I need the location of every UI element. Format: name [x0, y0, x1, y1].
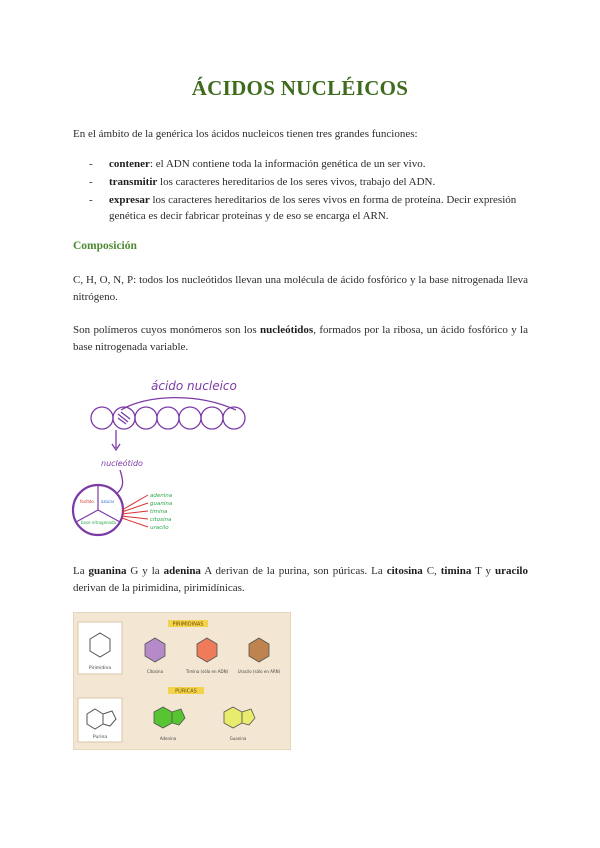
- term-adenina: adenina: [163, 565, 201, 577]
- term-citosina: citosina: [386, 565, 423, 577]
- list-item: [91, 192, 531, 224]
- term-contener: contener: [109, 158, 150, 170]
- list-item: [91, 156, 531, 172]
- text-run: C,: [422, 565, 441, 577]
- text-run: T y: [471, 565, 495, 577]
- list-bullet: -: [89, 194, 93, 206]
- base-label-adenina: adenina: [150, 493, 173, 499]
- list-item-text: los caracteres hereditarios de los seres vivos, trabajo del ADN.: [157, 176, 436, 188]
- caption-purina: Purina: [92, 735, 108, 740]
- arrow: [122, 518, 148, 527]
- nucleotide-circle: [135, 407, 157, 429]
- adenina-ring-6: [154, 707, 172, 728]
- list-item-text: : el ADN contiene toda la información genética de un ser vivo.: [149, 158, 426, 170]
- label-puricas: PÚRICAS: [175, 688, 197, 695]
- text-run: La: [73, 565, 89, 577]
- arrow: [122, 511, 148, 514]
- list-item: [91, 174, 531, 190]
- composition-paragraph: C, H, O, N, P: todos los nucleótidos llevan una molécula de ácido fosfórico y la base nitrogenada lleva nitrógeno.: [73, 274, 528, 303]
- pie-label-base: base nitrogenada: [81, 520, 117, 525]
- polymers-text: , formados por la ribosa, un ácido fosfórico y la base nitrogenada variable.: [73, 324, 528, 353]
- nucleotide-circle: [91, 407, 113, 429]
- nitrogenous-bases-figure: [73, 612, 291, 750]
- caption-citosina: Citosina: [146, 669, 164, 674]
- nucleotide-circle: [201, 407, 223, 429]
- section-heading-composicion: Composición: [73, 240, 137, 252]
- intro-paragraph: En el ámbito de la genérica los ácidos nucleicos tienen tres grandes funciones:: [73, 128, 418, 140]
- caption-uracilo: Uracilo (sólo en ARN): [237, 669, 281, 674]
- nucleotide-circle: [157, 407, 179, 429]
- bases-paragraph: [73, 563, 528, 597]
- arrow-to-pie: [116, 470, 123, 494]
- highlight-hatch: [118, 412, 130, 424]
- arrow: [122, 516, 148, 519]
- base-label-timina: timina: [150, 509, 168, 515]
- term-guanina: guanina: [88, 565, 127, 577]
- nucleotide-sketch: [66, 370, 266, 542]
- caption-pirimidina: Pirimidina: [88, 666, 112, 671]
- chain-bracket-line: [121, 398, 236, 410]
- pie-label-fosfato: fosfato: [80, 499, 94, 504]
- term-transmitir: transmitir: [109, 176, 158, 188]
- polymers-paragraph: [73, 322, 528, 356]
- base-arrows: [122, 495, 148, 527]
- arrow-down: [112, 430, 120, 450]
- term-nucleotidos: nucleótidos: [260, 324, 314, 336]
- term-uracilo: uracilo: [494, 565, 528, 577]
- nucleotide-circle: [179, 407, 201, 429]
- text-run: G y la: [126, 565, 164, 577]
- base-label-guanina: guanina: [150, 501, 173, 507]
- list-bullet: -: [89, 158, 93, 170]
- text-run: derivan de la pirimidina, pirimidínicas.: [73, 582, 245, 594]
- term-expresar: expresar: [109, 194, 150, 206]
- page-title: ÁCIDOS NUCLÉICOS: [191, 76, 409, 100]
- label-pirimidinas: PIRIMIDINAS: [172, 621, 204, 628]
- polymers-text: Son polímeros cuyos monómeros son los: [73, 324, 261, 336]
- list-bullet: -: [89, 176, 93, 188]
- caption-adenina: Adenina: [159, 736, 177, 741]
- text-run: A derivan de la purina, son púricas. La: [200, 565, 387, 577]
- base-label-uracilo: uracilo: [150, 525, 169, 531]
- label-acido-nucleico: ácido nucleico: [151, 379, 237, 393]
- nucleotide-circle: [223, 407, 245, 429]
- nucleotide-pie: [73, 485, 123, 535]
- label-nucleotido: nucleótido: [101, 459, 143, 468]
- list-item-text: los caracteres hereditarios de los seres vivos en forma de proteína. Decir expresión genética es decir fabricar proteínas y de eso se encarga el ARN.: [109, 194, 517, 222]
- pie-label-azucar: azúcar: [101, 499, 115, 504]
- base-label-citosina: citosina: [150, 517, 172, 523]
- caption-guanina: Guanina: [229, 736, 247, 741]
- term-timina: timina: [440, 565, 472, 577]
- caption-timina: Timina (sólo en ADN): [185, 669, 229, 674]
- guanina-ring-6: [224, 707, 242, 728]
